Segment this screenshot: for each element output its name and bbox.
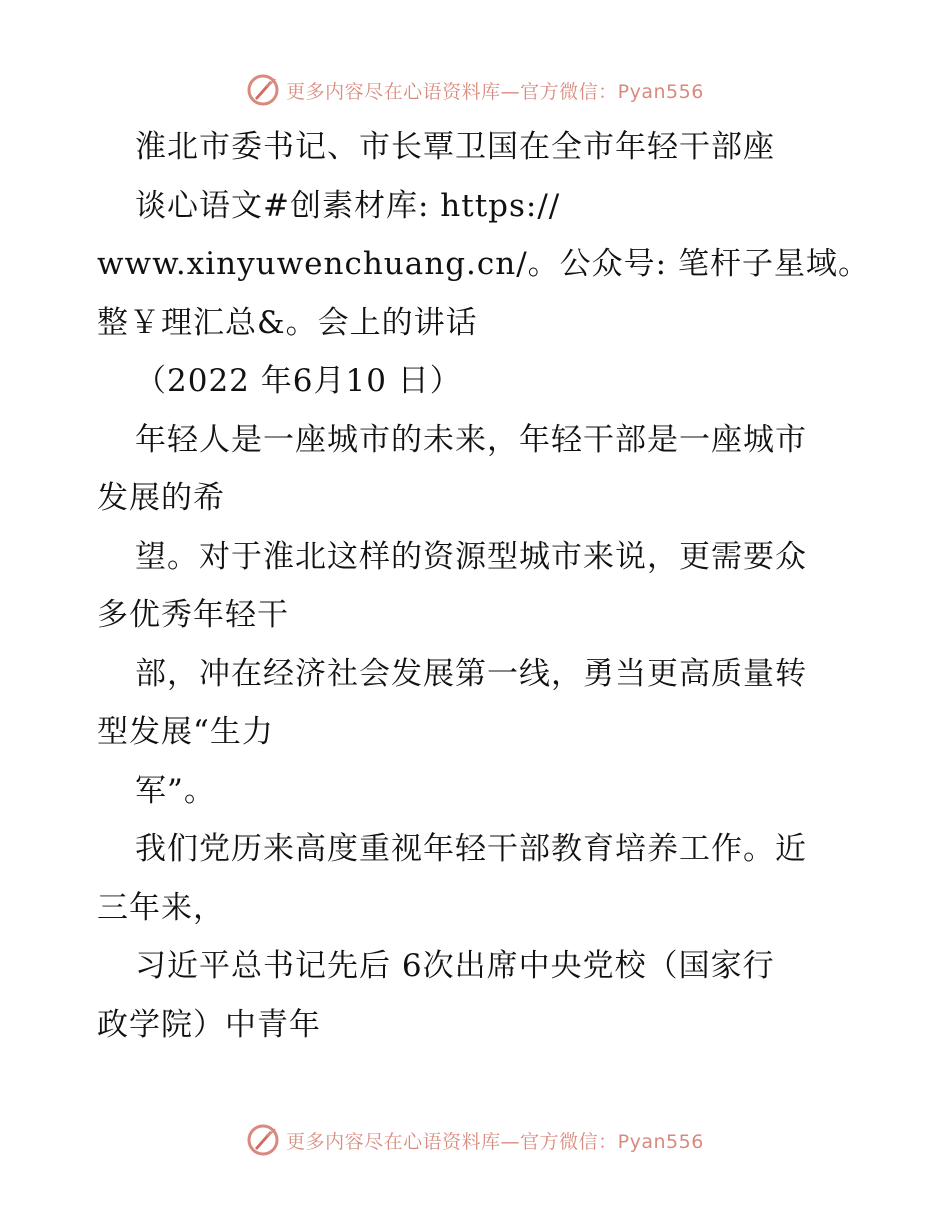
paragraph-line: 习近平总书记先后 6次出席中央党校（国家行 bbox=[135, 948, 775, 984]
paragraph-line: 三年来， bbox=[97, 889, 225, 926]
date-line: （2022 年6月10 日） bbox=[135, 363, 462, 399]
paragraph-line: 我们党历来高度重视年轻干部教育培养工作。近 bbox=[135, 831, 807, 867]
header-watermark-text: 更多内容尽在心语资料库—官方微信：Pyan556 bbox=[286, 80, 704, 103]
footer-watermark bbox=[0, 1118, 950, 1162]
quill-logo-icon bbox=[246, 1123, 280, 1157]
header-watermark bbox=[0, 68, 950, 112]
paragraph-line: 发展的希 bbox=[97, 480, 225, 516]
title-line-4: 整￥理汇总&。会上的讲话 bbox=[97, 304, 478, 341]
title-line-2: 谈心语文#创素材库: https:// bbox=[135, 187, 561, 224]
paragraph-line: 军”。 bbox=[135, 772, 216, 809]
footer-watermark-text: 更多内容尽在心语资料库—官方微信：Pyan556 bbox=[286, 1130, 704, 1153]
paragraph-line: 政学院）中青年 bbox=[97, 1006, 321, 1043]
paragraph-line: 部，冲在经济社会发展第一线，勇当更高质量转 bbox=[135, 655, 807, 692]
paragraph-line: 年轻人是一座城市的未来，年轻干部是一座城市 bbox=[135, 421, 807, 458]
title-line-1: 淮北市委书记、市长覃卫国在全市年轻干部座 bbox=[135, 129, 775, 165]
quill-logo-icon bbox=[246, 73, 280, 107]
paragraph-line: 多优秀年轻干 bbox=[97, 597, 289, 633]
document-body bbox=[97, 118, 870, 1054]
paragraph-line: 型发展“生力 bbox=[97, 714, 274, 750]
paragraph-line: 望。对于淮北这样的资源型城市来说，更需要众 bbox=[135, 538, 807, 575]
title-line-3: www.xinyuwenchuang.cn/。公众号: 笔杆子星域。 bbox=[97, 246, 870, 282]
